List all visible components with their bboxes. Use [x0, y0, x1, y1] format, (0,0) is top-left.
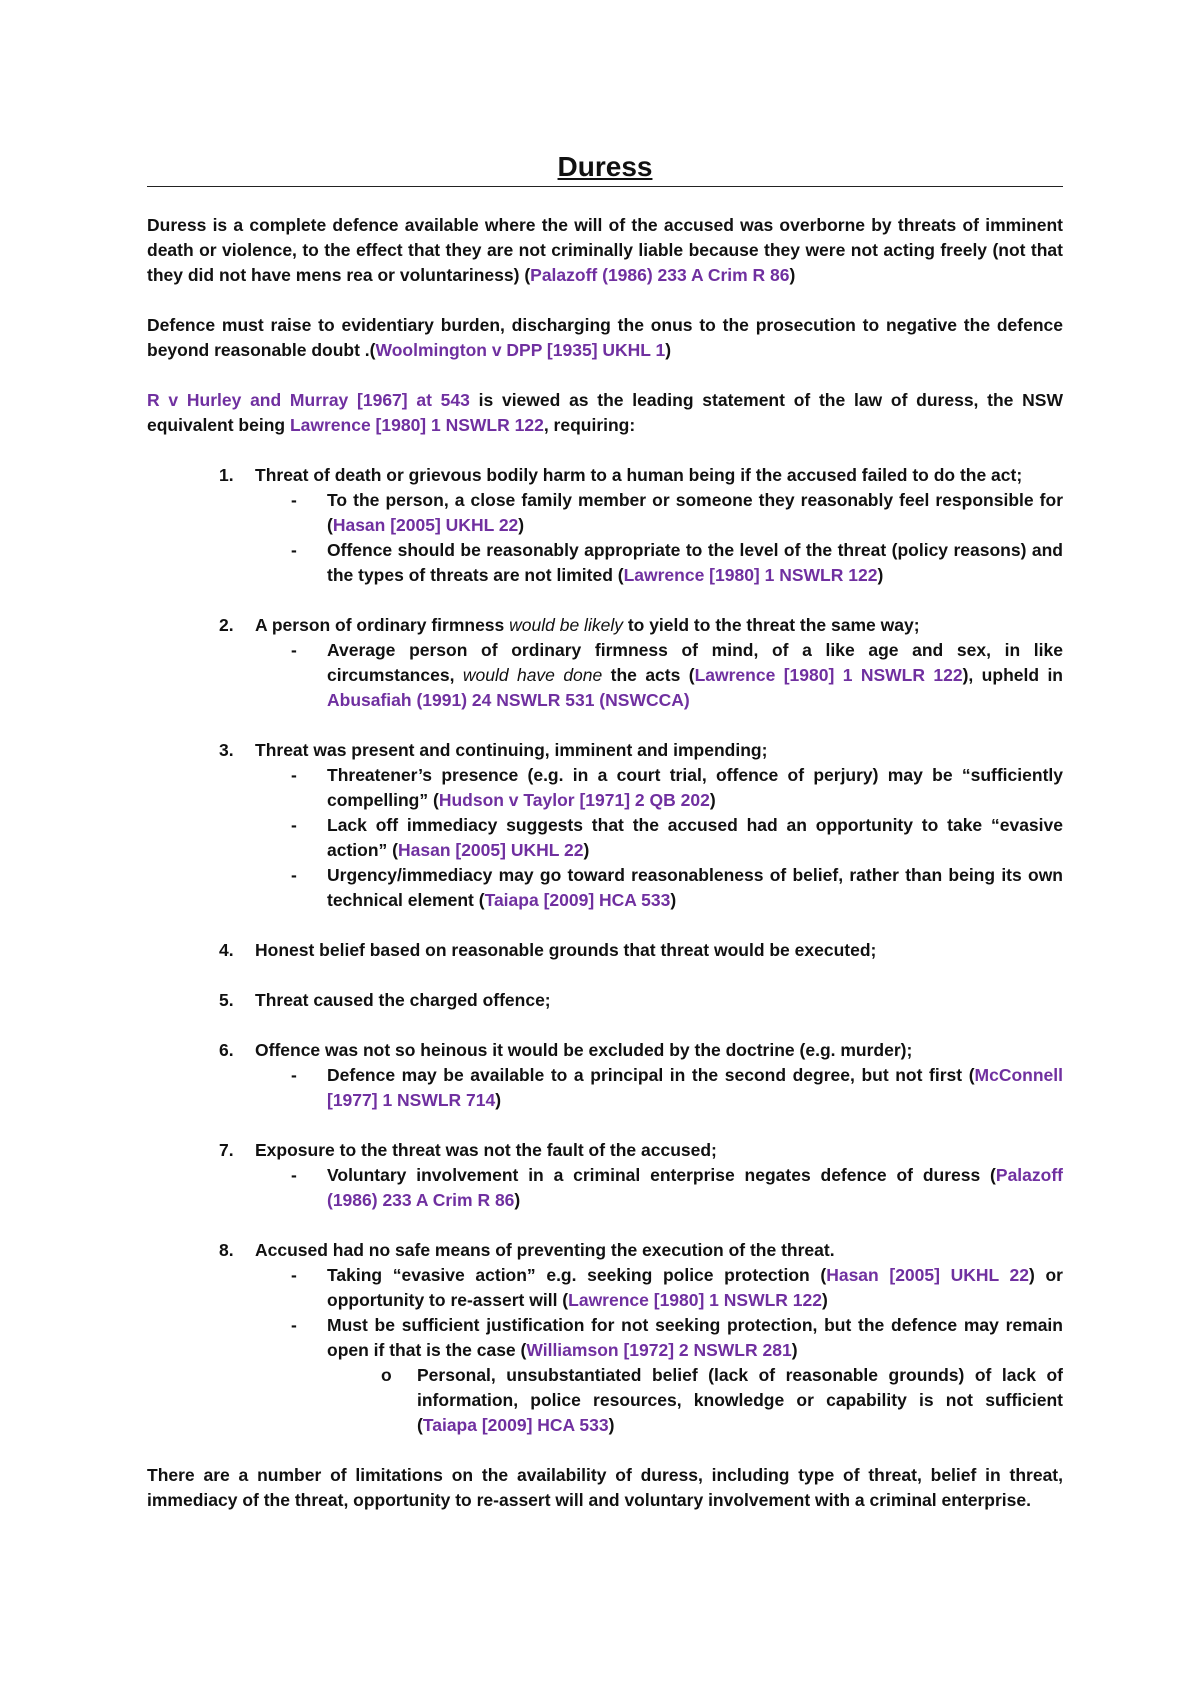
sub-text: Offence should be reasonably appropriate to the level of the threat (policy reasons) and the types of threats are not limited (: [327, 540, 1063, 585]
sub-text: Taking “evasive action” e.g. seeking police protection (: [327, 1265, 827, 1285]
sub-text-mid: the acts (: [602, 665, 695, 685]
sub-item: [147, 1313, 1063, 1363]
sub-end: ): [709, 790, 716, 810]
sub-end: ): [518, 515, 525, 535]
item-emphasis: would be likely: [509, 615, 623, 635]
sub-citation: Hasan [2005] UKHL 22: [332, 515, 519, 535]
list-item: [147, 738, 1063, 913]
dash-bullet: -: [291, 490, 297, 510]
sub-end: ): [877, 565, 884, 585]
item-text: Exposure to the threat was not the fault of the accused;: [255, 1140, 717, 1160]
sub-sub-item: [147, 1363, 1063, 1438]
sub-end: ): [583, 840, 590, 860]
sub-citation: Williamson [1972] 2 NSWLR 281: [526, 1340, 792, 1360]
sub-citation: Lawrence [1980] 1 NSWLR 122: [623, 565, 878, 585]
item-text: Offence was not so heinous it would be excluded by the doctrine (e.g. murder);: [255, 1040, 913, 1060]
list-item: [147, 1238, 1063, 1438]
sub-text: Lack off immediacy suggests that the accused had an opportunity to take “evasive action” (: [327, 815, 1063, 860]
intro-citation: Palazoff (1986) 233 A Crim R 86: [530, 265, 790, 285]
item-text: Threat of death or grievous bodily harm to a human being if the accused failed to do the act;: [255, 465, 1023, 485]
leading-citation-1: R v Hurley and Murray [1967] at 543: [147, 390, 470, 410]
item-text: Accused had no safe means of preventing the execution of the threat.: [255, 1240, 835, 1260]
item-number: 8.: [219, 1240, 234, 1260]
sub-item: [147, 863, 1063, 913]
document-page: [147, 150, 1063, 1538]
leading-citation-2: Lawrence [1980] 1 NSWLR 122: [289, 415, 544, 435]
sub-text: Average person of ordinary firmness of mind, of a like age and sex, in like circumstances,: [327, 640, 1063, 685]
sub-citation: McConnell [1977] 1 NSWLR 714: [327, 1065, 1063, 1110]
item-number: 6.: [219, 1040, 234, 1060]
dash-bullet: -: [291, 640, 297, 660]
sub-citation: Taiapa [2009] HCA 533: [484, 890, 671, 910]
sub-end: ): [822, 1290, 828, 1310]
sub-text: Threatener’s presence (e.g. in a court trial, offence of perjury) may be “sufficiently compelling” (: [327, 765, 1063, 810]
dash-bullet: -: [291, 1065, 297, 1085]
item-text: Threat was present and continuing, imminent and impending;: [255, 740, 768, 760]
sub-text: Must be sufficient justification for not seeking protection, but the defence may remain open if that is the case (: [327, 1315, 1063, 1360]
item-text: Honest belief based on reasonable grounds that threat would be executed;: [255, 940, 877, 960]
sub-citation-2: Lawrence [1980] 1 NSWLR 122: [568, 1290, 822, 1310]
sub-citation: Taiapa [2009] HCA 533: [422, 1415, 609, 1435]
sub-citation-2: Abusafiah (1991) 24 NSWLR 531 (NSWCCA): [327, 690, 690, 710]
list-item: [147, 463, 1063, 588]
intro-paragraph: [147, 213, 1063, 288]
item-text-end: to yield to the threat the same way;: [622, 615, 920, 635]
item-number: 3.: [219, 740, 234, 760]
sub-text: Personal, unsubstantiated belief (lack of reasonable grounds) of lack of information, police resources, knowledge or capability is not sufficient (: [417, 1365, 1063, 1435]
sub-item: [147, 813, 1063, 863]
dash-bullet: -: [291, 1315, 297, 1335]
item-number: 4.: [219, 940, 234, 960]
list-item: [147, 1138, 1063, 1213]
sub-text: Defence may be available to a principal in the second degree, but not first (: [327, 1065, 975, 1085]
sub-text: Urgency/immediacy may go toward reasonableness of belief, rather than being its own technical element (: [327, 865, 1063, 910]
list-item: [147, 988, 1063, 1013]
sub-citation: Hasan [2005] UKHL 22: [397, 840, 584, 860]
burden-citation: Woolmington v DPP [1935] UKHL 1: [375, 340, 666, 360]
burden-end: ): [665, 340, 672, 360]
sub-item: [147, 488, 1063, 538]
sub-text-mid2: ), upheld in: [962, 665, 1063, 685]
sub-item: [147, 638, 1063, 713]
dash-bullet: -: [291, 815, 297, 835]
circle-bullet: o: [381, 1365, 392, 1385]
leading-paragraph: [147, 388, 1063, 438]
sub-emphasis: would have done: [462, 665, 603, 685]
sub-item: [147, 763, 1063, 813]
dash-bullet: -: [291, 765, 297, 785]
conclusion-paragraph: There are a number of limitations on the availability of duress, including type of threat, belief in threat, immediacy of the threat, opportunity to re-assert will and voluntary involvement with a criminal enterprise.: [147, 1465, 1063, 1510]
item-number: 5.: [219, 990, 234, 1010]
burden-text: Defence must raise to evidentiary burden, discharging the onus to the prosecution to negative the defence beyond reasonable doubt .(: [147, 315, 1063, 360]
dash-bullet: -: [291, 1265, 297, 1285]
sub-citation: Hasan [2005] UKHL 22: [826, 1265, 1030, 1285]
page-title: Duress: [557, 151, 653, 182]
sub-citation: Lawrence [1980] 1 NSWLR 122: [694, 665, 963, 685]
item-number: 7.: [219, 1140, 234, 1160]
sub-item: [147, 1263, 1063, 1313]
sub-text: Voluntary involvement in a criminal enterprise negates defence of duress (: [327, 1165, 996, 1185]
list-item: [147, 1038, 1063, 1113]
item-number: 1.: [219, 465, 234, 485]
intro-end: ): [789, 265, 796, 285]
sub-text: To the person, a close family member or someone they reasonably feel responsible for (: [327, 490, 1063, 535]
dash-bullet: -: [291, 540, 297, 560]
dash-bullet: -: [291, 1165, 297, 1185]
sub-item: [147, 538, 1063, 588]
list-item: [147, 938, 1063, 963]
leading-text-2: , requiring:: [543, 415, 636, 435]
item-text: A person of ordinary firmness: [255, 615, 510, 635]
intro-text: Duress is a complete defence available where the will of the accused was overborne by threats of imminent death or violence, to the effect that they are not criminally liable because they were not acting freely (not that they did not have mens rea or voluntariness) (: [147, 215, 1063, 285]
list-item: [147, 613, 1063, 713]
sub-item: [147, 1063, 1063, 1113]
sub-end: ): [495, 1090, 502, 1110]
title-rule: [147, 150, 1063, 187]
item-text: Threat caused the charged offence;: [255, 990, 551, 1010]
dash-bullet: -: [291, 865, 297, 885]
sub-end: ): [670, 890, 677, 910]
sub-end: ): [791, 1340, 798, 1360]
sub-citation: Palazoff (1986) 233 A Crim R 86: [327, 1165, 1063, 1210]
leading-text-1: is viewed as the leading statement of the law of duress, the NSW equivalent being: [147, 390, 1063, 435]
sub-end: ): [514, 1190, 521, 1210]
burden-paragraph: [147, 313, 1063, 363]
sub-text-mid: ) or opportunity to re-assert will (: [327, 1265, 1063, 1310]
sub-end: ): [608, 1415, 615, 1435]
item-number: 2.: [219, 615, 234, 635]
sub-citation: Hudson v Taylor [1971] 2 QB 202: [438, 790, 710, 810]
sub-item: [147, 1163, 1063, 1213]
